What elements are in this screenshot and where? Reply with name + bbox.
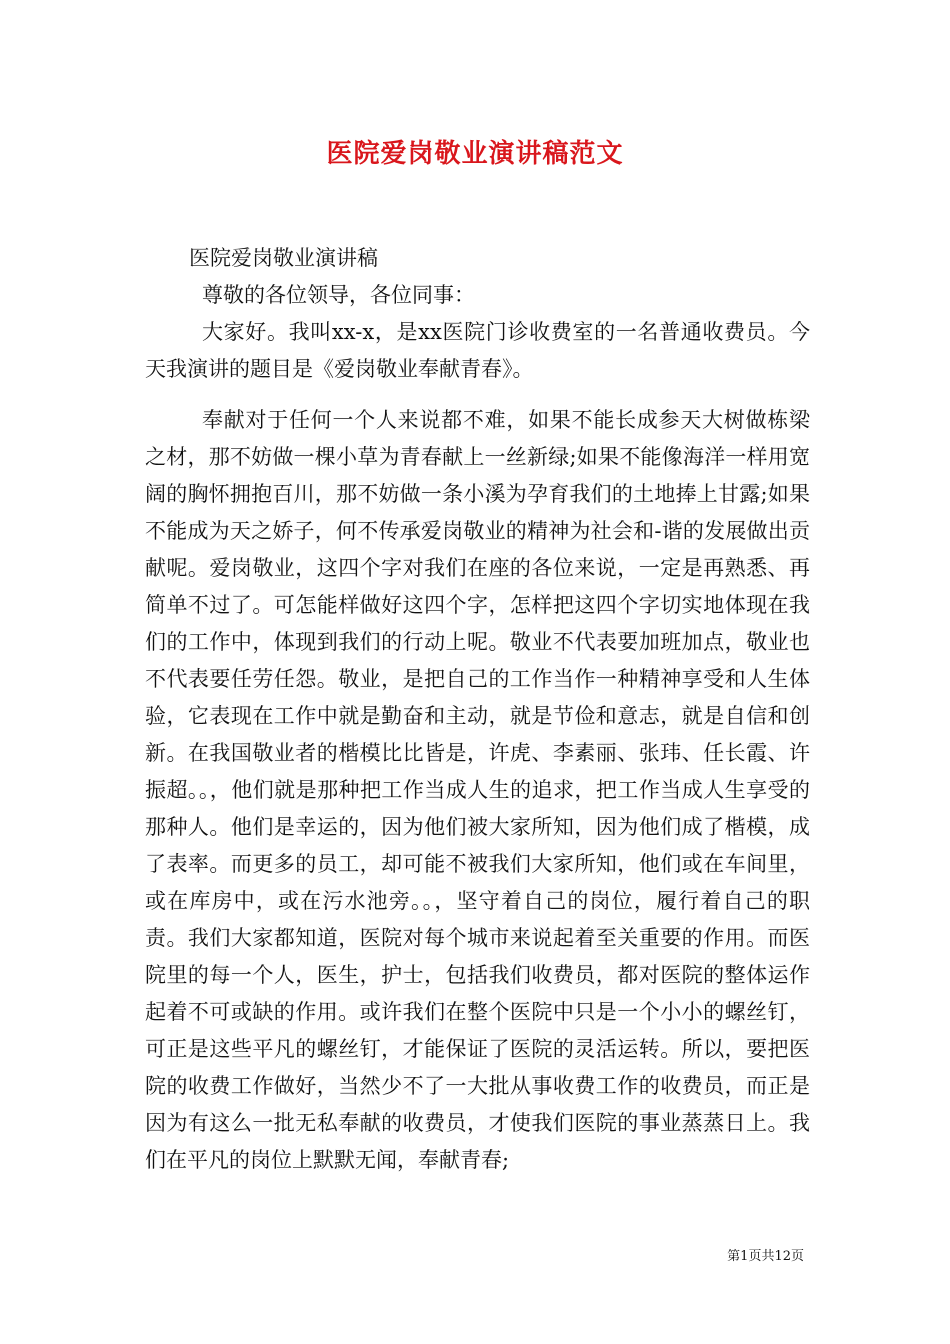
paragraph-main: 奉献对于任何一个人来说都不难，如果不能长成参天大树做栋梁之材，那不妨做一棵小草为青春献上一丝新绿;如果不能像海洋一样用宽阔的胸怀拥抱百川，那不妨做一条小溪为孕育我们的土地捧上甘露;如果不能成为天之娇子，何不传承爱岗敬业的精神为社会和-谐的发展做出贡献呢。爱岗敬业，这四个字对我们在座的各位来说，一定是再熟悉、再简单不过了。可怎能样做好这四个字，怎样把这四个字切实地体现在我们的工作中，体现到我们的行动上呢。敬业不代表要加班加点，敬业也不代表要任劳任怨。敬业，是把自己的工作当作一种精神享受和人生体验，它表现在工作中就是勤奋和主动，就是节俭和意志，就是自信和创新。在我国敬业者的楷模比比皆是，许虎、李素丽、张玮、任长霞、许振超。。，他们就是那种把工作当成人生的追求，把工作当成人生享受的那种人。他们是幸运的，因为他们被大家所知，因为他们成了楷模，成了表率。而更多的员工，却可能不被我们大家所知，他们或在车间里，或在库房中，或在污水池旁。。，坚守着自己的岗位，履行着自己的职责。我们大家都知道，医院对每个城市来说起着至关重要的作用。而医院里的每一个人，医生，护士，包括我们收费员，都对医院的整体运作起着不可或缺的作用。或许我们在整个医院中只是一个小小的螺丝钉，可正是这些平凡的螺丝钉，才能保证了医院的灵活运转。所以，要把医院的收费工作做好，当然少不了一大批从事收费工作的收费员，而正是因为有这么一批无私奉献的收费员，才使我们医院的事业蒸蒸日上。我们在平凡的岗位上默默无闻，奉献青春; bbox=[145, 408, 810, 1172]
document-title: 医院爱岗敬业演讲稿范文 bbox=[326, 139, 624, 169]
paragraph-intro: 大家好。我叫xx-x，是xx医院门诊收费室的一名普通收费员。今天我演讲的题目是《爱岗敬业奉献青春》。 bbox=[145, 320, 810, 381]
speech-subheading: 医院爱岗敬业演讲稿 bbox=[189, 246, 378, 270]
page-number: 第1页共12页 bbox=[727, 1249, 804, 1264]
salutation: 尊敬的各位领导，各位同事： bbox=[202, 283, 475, 307]
document-body bbox=[145, 240, 810, 1179]
